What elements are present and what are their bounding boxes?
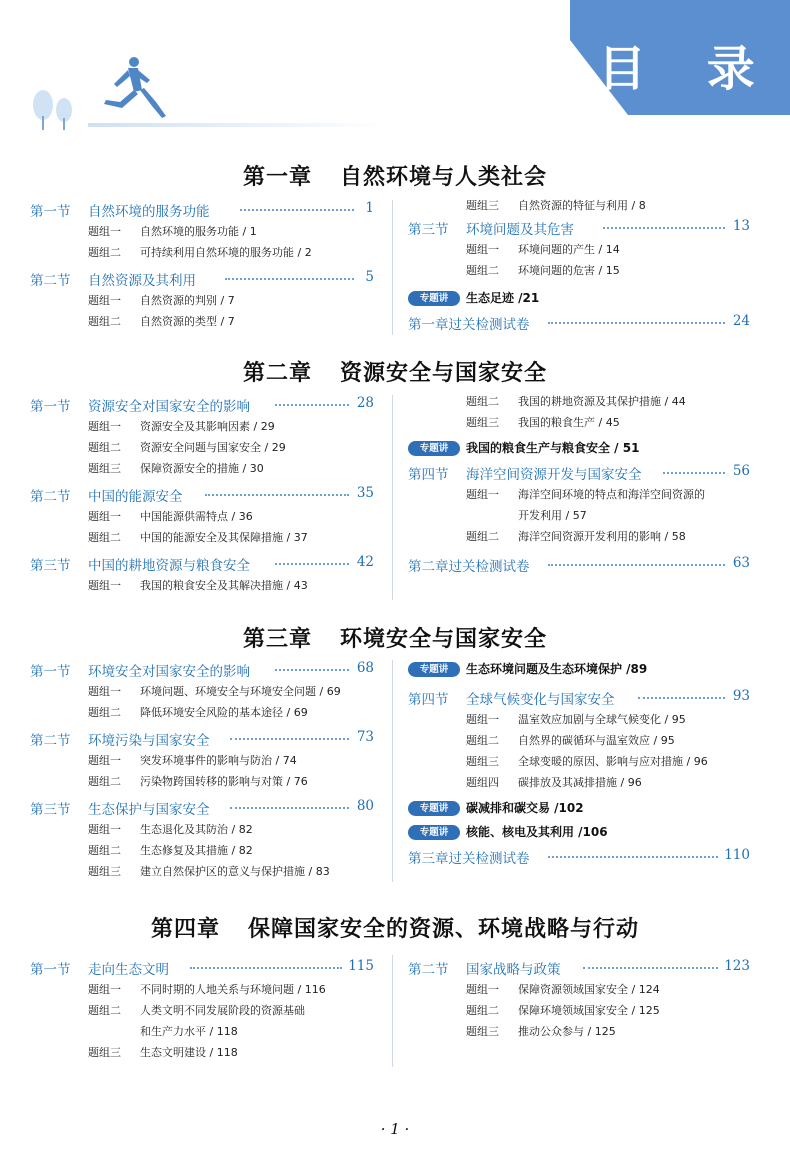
test-page: 24 (732, 313, 750, 329)
toc-item[interactable] (30, 508, 374, 529)
item-text: 推动公众参与 / 125 (518, 1025, 616, 1038)
leader-dots (638, 697, 725, 699)
toc-item[interactable] (30, 704, 374, 725)
toc-item[interactable] (30, 529, 374, 550)
item-label: 题组一 (88, 754, 121, 767)
item-label: 题组一 (88, 983, 121, 996)
column-divider (392, 660, 393, 882)
toc-item[interactable] (408, 528, 750, 549)
item-label: 题组三 (466, 199, 499, 212)
section-page: 28 (356, 395, 374, 411)
section-number: 第四节 (408, 467, 449, 483)
toc-item[interactable] (30, 577, 374, 598)
section-title: 中国的能源安全 (88, 489, 183, 505)
item-text: 资源安全问题与国家安全 / 29 (140, 441, 286, 454)
item-text: 自然资源的特征与利用 / 8 (518, 199, 646, 212)
item-label: 题组一 (88, 579, 121, 592)
toc-section[interactable] (30, 729, 374, 752)
chapter-number: 第一章 (242, 165, 312, 190)
special-badge: 专题讲 (408, 441, 460, 456)
section-page: 115 (348, 958, 374, 974)
item-text: 不同时期的人地关系与环境问题 / 116 (140, 983, 326, 996)
toc-column-right (408, 958, 750, 1044)
item-label: 题组四 (466, 776, 499, 789)
section-number: 第三节 (408, 222, 449, 238)
item-label: 题组二 (88, 1004, 121, 1017)
special-topic[interactable] (408, 799, 750, 823)
toc-column-right (408, 660, 750, 871)
chapter-number: 第二章 (242, 361, 312, 386)
item-label: 题组三 (466, 416, 499, 429)
toc-item[interactable] (30, 439, 374, 460)
chapter-heading (0, 622, 790, 653)
item-label: 题组一 (88, 225, 121, 238)
toc-section[interactable] (30, 660, 374, 683)
item-text: 突发环境事件的影响与防治 / 74 (140, 754, 297, 767)
item-label: 题组三 (88, 462, 121, 475)
toc-section[interactable] (408, 218, 750, 241)
chapter-number: 第三章 (242, 627, 312, 652)
item-text: 碳排放及其减排措施 / 96 (518, 776, 642, 789)
toc-section[interactable] (30, 269, 374, 292)
special-topic[interactable] (408, 660, 750, 684)
section-title: 自然环境的服务功能 (88, 204, 210, 220)
item-label: 题组一 (466, 713, 499, 726)
item-label: 题组二 (466, 395, 499, 408)
item-text: 生态退化及其防治 / 82 (140, 823, 253, 836)
special-text: 生态足迹 /21 (466, 291, 540, 305)
toc-item[interactable] (30, 418, 374, 439)
item-label: 题组三 (466, 755, 499, 768)
toc-item[interactable] (30, 292, 374, 313)
toc-item[interactable] (30, 244, 374, 265)
leader-dots (548, 322, 725, 324)
special-topic[interactable] (408, 439, 750, 463)
test-title: 第三章过关检测试卷 (408, 851, 530, 867)
item-text: 污染物跨国转移的影响与对策 / 76 (140, 775, 308, 788)
section-number: 第二节 (30, 489, 71, 505)
toc-column-right (408, 197, 750, 337)
leader-dots (583, 967, 718, 969)
chapter-heading (0, 160, 790, 191)
item-label: 题组一 (88, 823, 121, 836)
item-label: 题组三 (88, 1046, 121, 1059)
chapter-title: 自然环境与人类社会 (340, 165, 548, 190)
item-text: 自然资源的类型 / 7 (140, 315, 235, 328)
section-title: 环境安全对国家安全的影响 (88, 664, 250, 680)
item-label: 题组一 (88, 510, 121, 523)
section-title: 环境污染与国家安全 (88, 733, 210, 749)
toc-item[interactable] (30, 752, 374, 773)
toc-item[interactable] (408, 711, 750, 732)
section-page: 42 (356, 554, 374, 570)
item-text: 保障资源安全的措施 / 30 (140, 462, 264, 475)
chapter-number: 第四章 (150, 917, 220, 942)
item-text: 资源安全及其影响因素 / 29 (140, 420, 275, 433)
test-title: 第二章过关检测试卷 (408, 559, 530, 575)
toc-item[interactable] (408, 197, 750, 218)
leader-dots (603, 227, 725, 229)
toc-item[interactable] (30, 1002, 374, 1023)
item-text: 海洋空间资源开发利用的影响 / 58 (518, 530, 686, 543)
leader-dots (548, 564, 725, 566)
item-label: 题组一 (466, 488, 499, 501)
leader-dots (190, 967, 342, 969)
section-number: 第一节 (30, 399, 71, 415)
toc-section[interactable] (30, 485, 374, 508)
item-label: 题组一 (88, 294, 121, 307)
toc-section[interactable] (30, 554, 374, 577)
toc-item[interactable] (408, 732, 750, 753)
section-page: 123 (724, 958, 750, 974)
item-label: 题组二 (466, 530, 499, 543)
section-page: 68 (356, 660, 374, 676)
toc-section[interactable] (408, 688, 750, 711)
special-badge: 专题讲 (408, 801, 460, 816)
test-title: 第一章过关检测试卷 (408, 317, 530, 333)
item-label: 题组一 (466, 983, 499, 996)
special-topic[interactable] (408, 823, 750, 847)
section-title: 环境问题及其危害 (466, 222, 574, 238)
item-text: 生态文明建设 / 118 (140, 1046, 238, 1059)
toc-section[interactable] (408, 958, 750, 981)
item-label: 题组二 (88, 706, 121, 719)
special-badge: 专题讲 (408, 825, 460, 840)
item-text: 生态修复及其措施 / 82 (140, 844, 253, 857)
section-number: 第三节 (30, 802, 71, 818)
special-topic[interactable] (408, 289, 750, 313)
item-label: 题组二 (88, 775, 121, 788)
item-text: 中国能源供需特点 / 36 (140, 510, 253, 523)
item-text: 保障资源领域国家安全 / 124 (518, 983, 660, 996)
toc-item[interactable] (30, 1044, 374, 1065)
item-label: 题组二 (88, 246, 121, 259)
item-label: 题组二 (88, 441, 121, 454)
leader-dots (548, 856, 718, 858)
toc-item[interactable] (30, 773, 374, 794)
toc-item[interactable] (30, 1023, 374, 1044)
item-text: 自然资源的判别 / 7 (140, 294, 235, 307)
section-number: 第二节 (30, 273, 71, 289)
toc-item[interactable] (408, 507, 750, 528)
section-title: 生态保护与国家安全 (88, 802, 210, 818)
item-text: 降低环境安全风险的基本途径 / 69 (140, 706, 308, 719)
test-page: 110 (724, 847, 750, 863)
section-number: 第四节 (408, 692, 449, 708)
section-page: 93 (732, 688, 750, 704)
toc-item[interactable] (30, 821, 374, 842)
toc-item[interactable] (30, 683, 374, 704)
section-number: 第一节 (30, 204, 71, 220)
toc-column-left (30, 660, 374, 884)
leader-dots (225, 278, 354, 280)
item-label: 题组三 (88, 865, 121, 878)
item-text: 自然界的碳循环与温室效应 / 95 (518, 734, 675, 747)
item-text: 开发利用 / 57 (518, 509, 587, 522)
item-text: 人类文明不同发展阶段的资源基础 (140, 1004, 305, 1017)
column-divider (392, 395, 393, 600)
toc-item[interactable] (408, 981, 750, 1002)
item-text: 我国的粮食生产 / 45 (518, 416, 620, 429)
column-divider (392, 200, 393, 335)
item-text: 环境问题的产生 / 14 (518, 243, 620, 256)
toc-section[interactable] (30, 200, 374, 223)
item-text: 全球变暖的原因、影响与应对措施 / 96 (518, 755, 708, 768)
special-text: 核能、核电及其利用 /106 (466, 825, 608, 839)
toc-column-left (30, 200, 374, 334)
section-page: 5 (365, 269, 374, 285)
toc-section[interactable] (30, 958, 374, 981)
item-text: 我国的耕地资源及其保护措施 / 44 (518, 395, 686, 408)
runner-illustration (28, 50, 388, 135)
toc-column-left (30, 958, 374, 1065)
chapter-title: 环境安全与国家安全 (340, 627, 548, 652)
column-divider (392, 955, 393, 1067)
section-number: 第一节 (30, 962, 71, 978)
toc-item[interactable] (30, 223, 374, 244)
section-title: 国家战略与政策 (466, 962, 561, 978)
toc-item[interactable] (30, 863, 374, 884)
leader-dots (230, 738, 349, 740)
section-number: 第二节 (30, 733, 71, 749)
item-text: 温室效应加剧与全球气候变化 / 95 (518, 713, 686, 726)
leader-dots (275, 669, 349, 671)
item-text: 中国的能源安全及其保障措施 / 37 (140, 531, 308, 544)
section-title: 全球气候变化与国家安全 (466, 692, 615, 708)
chapter-heading (0, 356, 790, 387)
toc-item[interactable] (30, 842, 374, 863)
leader-dots (275, 404, 349, 406)
item-label: 题组三 (466, 1025, 499, 1038)
section-page: 13 (732, 218, 750, 234)
section-number: 第三节 (30, 558, 71, 574)
item-text: 环境问题、环境安全与环境安全问题 / 69 (140, 685, 341, 698)
item-text: 我国的粮食安全及其解决措施 / 43 (140, 579, 308, 592)
toc-item[interactable] (408, 486, 750, 507)
toc-column-left (30, 395, 374, 598)
section-page: 73 (356, 729, 374, 745)
item-text: 海洋空间环境的特点和海洋空间资源的 (518, 488, 705, 501)
item-label: 题组一 (88, 685, 121, 698)
item-label: 题组二 (466, 264, 499, 277)
item-label: 题组二 (466, 734, 499, 747)
section-title: 资源安全对国家安全的影响 (88, 399, 250, 415)
item-text: 可持续利用自然环境的服务功能 / 2 (140, 246, 312, 259)
special-text: 碳减排和碳交易 /102 (466, 801, 584, 815)
toc-item[interactable] (408, 262, 750, 283)
page-number: · 1 · (380, 1120, 410, 1138)
section-number: 第二节 (408, 962, 449, 978)
special-text: 我国的粮食生产与粮食安全 / 51 (466, 441, 640, 455)
item-label: 题组一 (88, 420, 121, 433)
item-label: 题组一 (466, 243, 499, 256)
chapter-test[interactable] (408, 313, 750, 337)
toc-item[interactable] (408, 753, 750, 774)
chapter-title: 资源安全与国家安全 (340, 361, 548, 386)
leader-dots (230, 807, 349, 809)
toc-item[interactable] (30, 313, 374, 334)
special-text: 生态环境问题及生态环境保护 /89 (466, 662, 648, 676)
section-title: 走向生态文明 (88, 962, 169, 978)
toc-item[interactable] (408, 774, 750, 795)
chapter-test[interactable] (408, 555, 750, 579)
section-number: 第一节 (30, 664, 71, 680)
chapter-test[interactable] (408, 847, 750, 871)
toc-section[interactable] (30, 395, 374, 418)
section-title: 中国的耕地资源与粮食安全 (88, 558, 250, 574)
toc-item[interactable] (30, 460, 374, 481)
toc-item[interactable] (408, 1023, 750, 1044)
section-page: 35 (356, 485, 374, 501)
item-text: 建立自然保护区的意义与保护措施 / 83 (140, 865, 330, 878)
item-label: 题组二 (88, 531, 121, 544)
toc-section[interactable] (30, 798, 374, 821)
item-text: 自然环境的服务功能 / 1 (140, 225, 257, 238)
toc-item[interactable] (408, 393, 750, 414)
section-page: 56 (732, 463, 750, 479)
item-text: 保障环境领域国家安全 / 125 (518, 1004, 660, 1017)
toc-item[interactable] (408, 1002, 750, 1023)
leader-dots (205, 494, 349, 496)
section-title: 海洋空间资源开发与国家安全 (466, 467, 642, 483)
item-label: 题组二 (88, 315, 121, 328)
chapter-heading (0, 912, 790, 943)
item-label: 题组二 (466, 1004, 499, 1017)
toc-section[interactable] (408, 463, 750, 486)
item-label: 题组二 (88, 844, 121, 857)
special-badge: 专题讲 (408, 662, 460, 677)
toc-item[interactable] (408, 414, 750, 435)
toc-item[interactable] (408, 241, 750, 262)
section-page: 80 (356, 798, 374, 814)
item-text: 环境问题的危害 / 15 (518, 264, 620, 277)
leader-dots (240, 209, 354, 211)
chapter-title: 保障国家安全的资源、环境战略与行动 (248, 917, 640, 942)
item-text: 和生产力水平 / 118 (140, 1025, 238, 1038)
page-title: 目 录 (598, 41, 777, 97)
special-badge: 专题讲 (408, 291, 460, 306)
toc-column-right (408, 393, 750, 579)
leader-dots (275, 563, 349, 565)
test-page: 63 (732, 555, 750, 571)
section-title: 自然资源及其利用 (88, 273, 196, 289)
section-page: 1 (365, 200, 374, 216)
toc-item[interactable] (30, 981, 374, 1002)
leader-dots (663, 472, 725, 474)
